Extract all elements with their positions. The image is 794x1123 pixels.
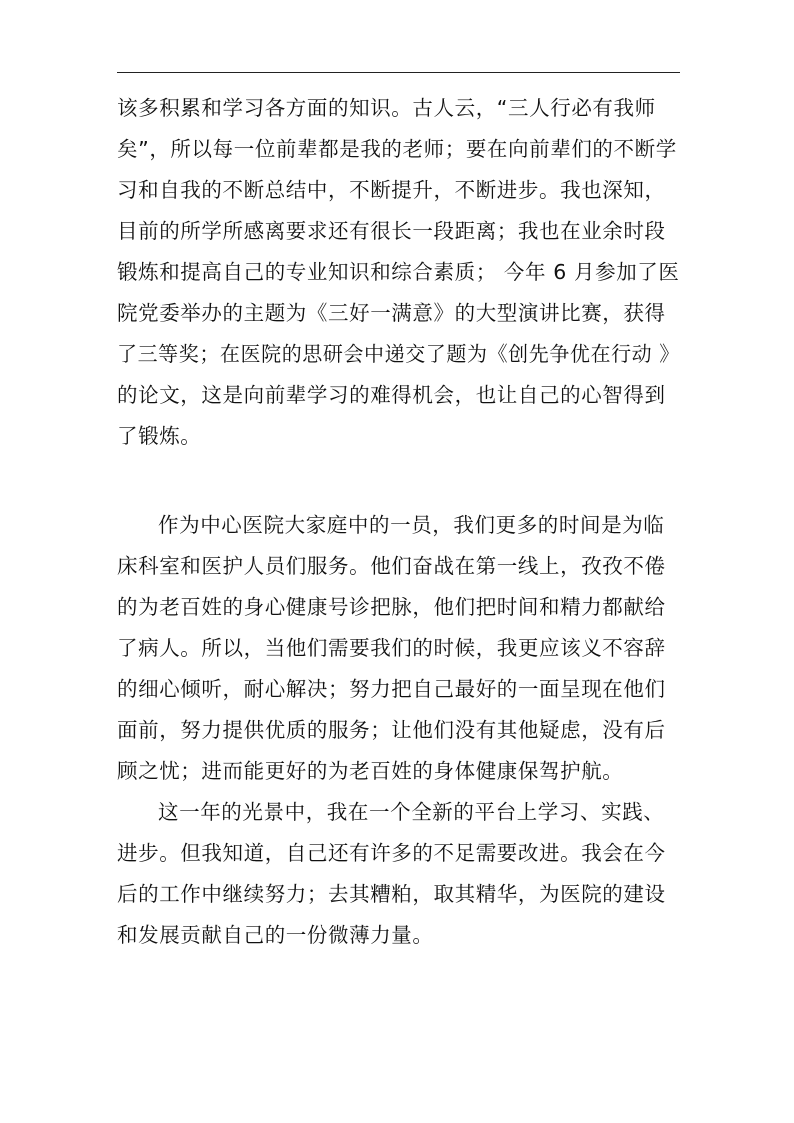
- text-line: 该多积累和学习各方面的知识。古人云，“三人行必有我师: [117, 96, 656, 120]
- text-line: 这一年的光景中，我在一个全新的平台上学习、实践、: [158, 800, 665, 824]
- text-line: 顾之忧；进而能更好的为老百姓的身体健康保驾护航。: [117, 759, 624, 783]
- text-line: 了病人。所以，当他们需要我们的时候，我更应该义不容辞: [117, 636, 666, 660]
- text-line: 后的工作中继续努力；去其糟粕，取其精华，为医院的建设: [117, 882, 666, 906]
- text-line: 床科室和医护人员们服务。他们奋战在第一线上，孜孜不倦: [117, 554, 666, 578]
- text-line: 进步。但我知道，自己还有许多的不足需要改进。我会在今: [117, 841, 666, 865]
- text-line: 和发展贡献自己的一份微薄力量。: [117, 923, 434, 947]
- text-line: 的细心倾听，耐心解决；努力把自己最好的一面呈现在他们: [117, 677, 666, 701]
- text-line: 的论文，这是向前辈学习的难得机会，也让自己的心智得到: [117, 383, 666, 407]
- text-line: 锻炼和提高自己的专业知识和综合素质； 今年 6 月参加了医: [117, 260, 680, 284]
- text-line: 了锻炼。: [117, 424, 202, 448]
- text-line: 院党委举办的主题为《三好一满意》的大型演讲比赛，获得: [117, 301, 666, 325]
- text-line: 的为老百姓的身心健康号诊把脉，他们把时间和精力都献给: [117, 595, 666, 619]
- header-rule: [117, 72, 680, 73]
- text-line: 习和自我的不断总结中，不断提升，不断进步。我也深知，: [117, 178, 666, 202]
- text-line: 作为中心医院大家庭中的一员，我们更多的时间是为临: [158, 513, 665, 537]
- text-line: 矣”，所以每一位前辈都是我的老师；要在向前辈们的不断学: [117, 137, 677, 161]
- text-line: 了三等奖；在医院的思研会中递交了题为《创先争优在行动 》: [117, 342, 680, 366]
- text-line: 面前，努力提供优质的服务；让他们没有其他疑虑，没有后: [117, 718, 666, 742]
- text-line: 目前的所学所感离要求还有很长一段距离；我也在业余时段: [117, 219, 666, 243]
